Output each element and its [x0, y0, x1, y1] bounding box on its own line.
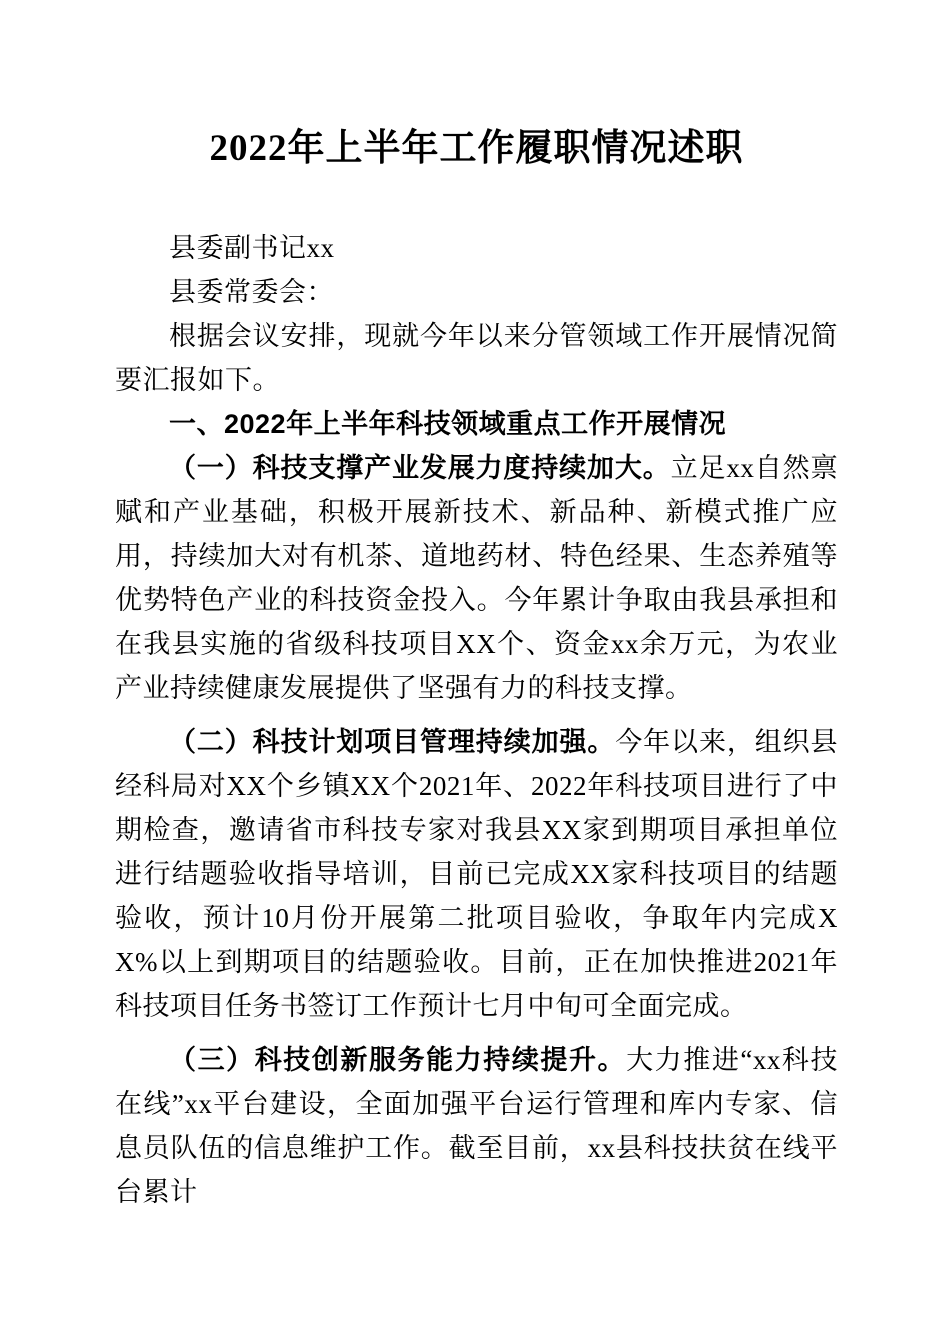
item-1-body: 立足xx自然禀赋和产业基础，积极开展新技术、新品种、新模式推广应用，持续加大对有机茶、道地药材、特色经果、生态养殖等优势特色产业的科技资金投入。今年累计争取由我县承担和在我县实施的省级科技项目XX个、资金xx余万元，为农业产业持续健康发展提供了坚强有力的科技支撑。 [115, 453, 839, 703]
paragraph-item-2 [115, 720, 838, 1028]
paragraph-intro: 根据会议安排，现就今年以来分管领域工作开展情况简要汇报如下。 [115, 321, 838, 395]
item-1-lead: （一）科技支撑产业发展力度持续加大。 [169, 453, 671, 483]
paragraph-item-3 [115, 1038, 838, 1214]
paragraph-salutation: 县委常委会： [169, 277, 334, 307]
section-heading-text: 一、2022年上半年科技领域重点工作开展情况 [169, 409, 727, 439]
paragraph-item-1 [115, 446, 838, 710]
item-3-lead: （三）科技创新服务能力持续提升。 [169, 1045, 627, 1075]
item-2-lead: （二）科技计划项目管理持续加强。 [169, 727, 616, 757]
paragraph-signature: 县委副书记xx [169, 233, 335, 263]
item-3-body: 大力推进“xx科技在线”xx平台建设，全面加强平台运行管理和库内专家、信息员队伍的信息维护工作。截至目前，xx县科技扶贫在线平台累计 [115, 1045, 839, 1207]
document-title: 2022年上半年工作履职情况述职 [209, 128, 744, 169]
section-heading [115, 402, 838, 446]
item-2-body: 今年以来，组织县经科局对XX个乡镇XX个2021年、2022年科技项目进行了中期检查，邀请省市科技专家对我县XX家到期项目承担单位进行结题验收指导培训，目前已完成XX家科技项目的结题验收，预计10月份开展第二批项目验收，争取年内完成XX%以上到期项目的结题验收。目前，正在加快推进2021年科技项目任务书签订工作预计七月中旬可全面完成。 [115, 727, 839, 1021]
